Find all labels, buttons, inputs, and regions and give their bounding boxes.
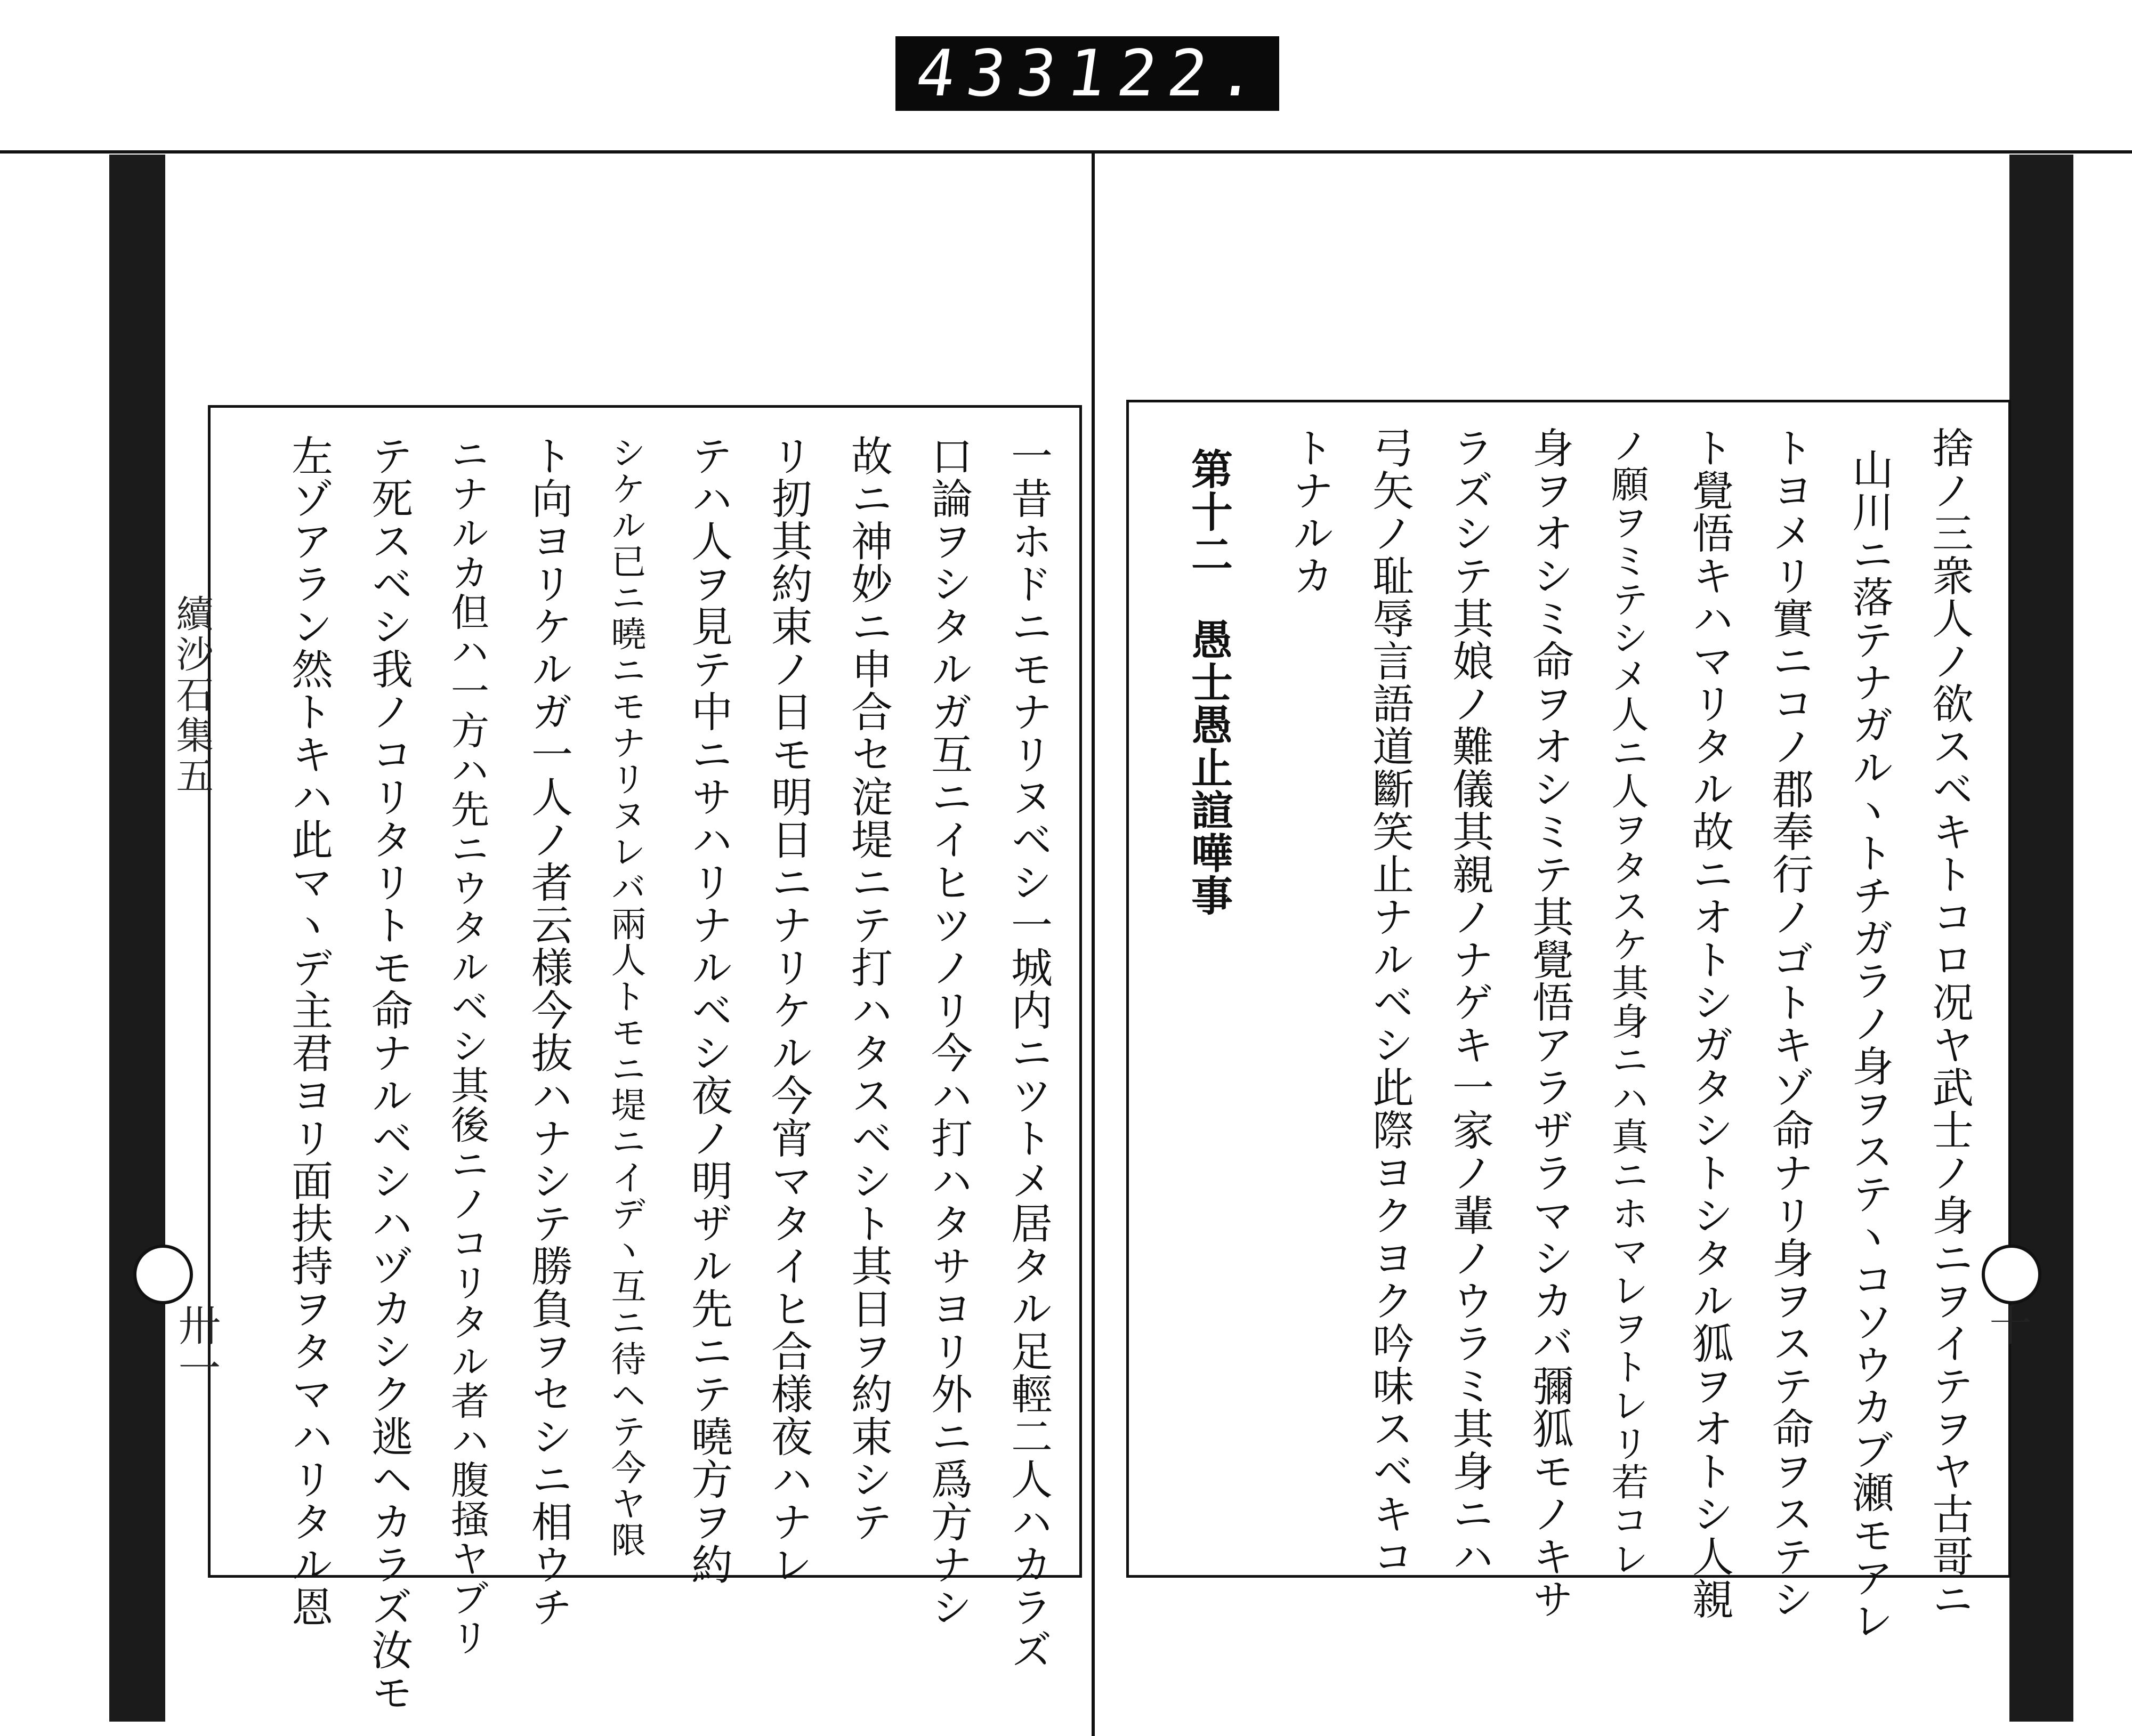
right-book-edge xyxy=(2009,155,2073,1722)
text-column: 捨ノ三衆人ノ欲スベキトコロ况ヤ武士ノ身ニヲイテヲヤ古哥ニ xyxy=(1925,426,1973,1620)
text-column: 山川ニ落テナガルヽトチガラノ身ヲステヽコソウカブ瀬モアレ xyxy=(1845,448,1893,1642)
text-column: ト覺悟キハマリタル故ニオトシガタシトシタル狐ヲオトシ人親 xyxy=(1685,426,1733,1620)
center-gutter xyxy=(1092,154,1095,1736)
left-book-edge xyxy=(109,155,165,1722)
text-column: シケル已ニ曉ニモナリヌレバ兩人トモニ堤ニイデヽ互ニ待ヘテ今ヤ限 xyxy=(605,434,646,1558)
section-heading: 第十二 愚士愚止諠嘩事 xyxy=(1184,448,1233,917)
text-column: ノ願ヲミテシメ人ニ人ヲタスケ其身ニハ真ニホマレヲトレリ若コレ xyxy=(1605,426,1649,1578)
text-column: リ扨其約束ノ日モ明日ニナリケル今宵マタイヒ合様夜ハナレ xyxy=(764,434,812,1586)
text-column: テ死スベシ我ノコリタリトモ命ナルベシハヅカシク逃ヘカラズ汝モ xyxy=(365,434,413,1714)
text-column: 身ヲオシミ命ヲオシミテ其覺悟アラザラマシカバ彌狐モノキサ xyxy=(1525,426,1573,1620)
text-column: ラズシテ其娘ノ難儀其親ノナゲキ一家ノ輩ノウラミ其身ニハ xyxy=(1445,426,1493,1578)
text-column: テハ人ヲ見テ中ニサハリナルベシ夜ノ明ザル先ニテ曉方ヲ約 xyxy=(684,434,732,1586)
text-column: 故ニ神妙ニ申合セ淀堤ニテ打ハタスベシト其日ヲ約束シテ xyxy=(844,434,892,1543)
page-notch-right xyxy=(1982,1245,2041,1304)
text-column: ト向ヨリケルガ一人ノ者云様今抜ハナシテ勝負ヲセシニ相ウチ xyxy=(524,434,572,1628)
text-column: 口論ヲシタルガ互ニイヒツノリ今ハ打ハタサヨリ外ニ爲方ナシ xyxy=(924,434,972,1628)
text-column: トヨメリ實ニコノ郡奉行ノゴトキゾ命ナリ身ヲステ命ヲステシ xyxy=(1765,426,1813,1620)
top-edge-line xyxy=(0,150,2132,154)
page-notch-left xyxy=(133,1245,193,1304)
text-column: トナルカ xyxy=(1286,426,1334,597)
folio-right: 十 xyxy=(1982,1303,2032,1346)
catalogue-number-left: 433 xyxy=(911,36,1073,111)
folio-left: 卅一 xyxy=(171,1303,221,1388)
running-title: 續沙石集五 xyxy=(170,594,214,797)
text-column: ニナルカ但ハ一方ハ先ニウタルベシ其後ニノコリタル者ハ腹掻ヤブリ xyxy=(445,434,489,1657)
catalogue-label xyxy=(895,36,1279,111)
left-page xyxy=(165,157,1090,1714)
text-column: 一昔ホドニモナリヌベシ一城内ニツトメ居タル足輕二人ハカラズ xyxy=(1004,434,1052,1671)
catalogue-number-right: 122. xyxy=(1062,36,1274,111)
text-column: 左ゾアラン然トキハ此マヽデ主君ヨリ面扶持ヲタマハリタル恩 xyxy=(285,434,333,1628)
right-page xyxy=(1097,157,2032,1714)
text-column: 弓矢ノ耻辱言語道斷笑止ナルベシ此際ヨクヨク吟味スベキコ xyxy=(1366,426,1414,1578)
